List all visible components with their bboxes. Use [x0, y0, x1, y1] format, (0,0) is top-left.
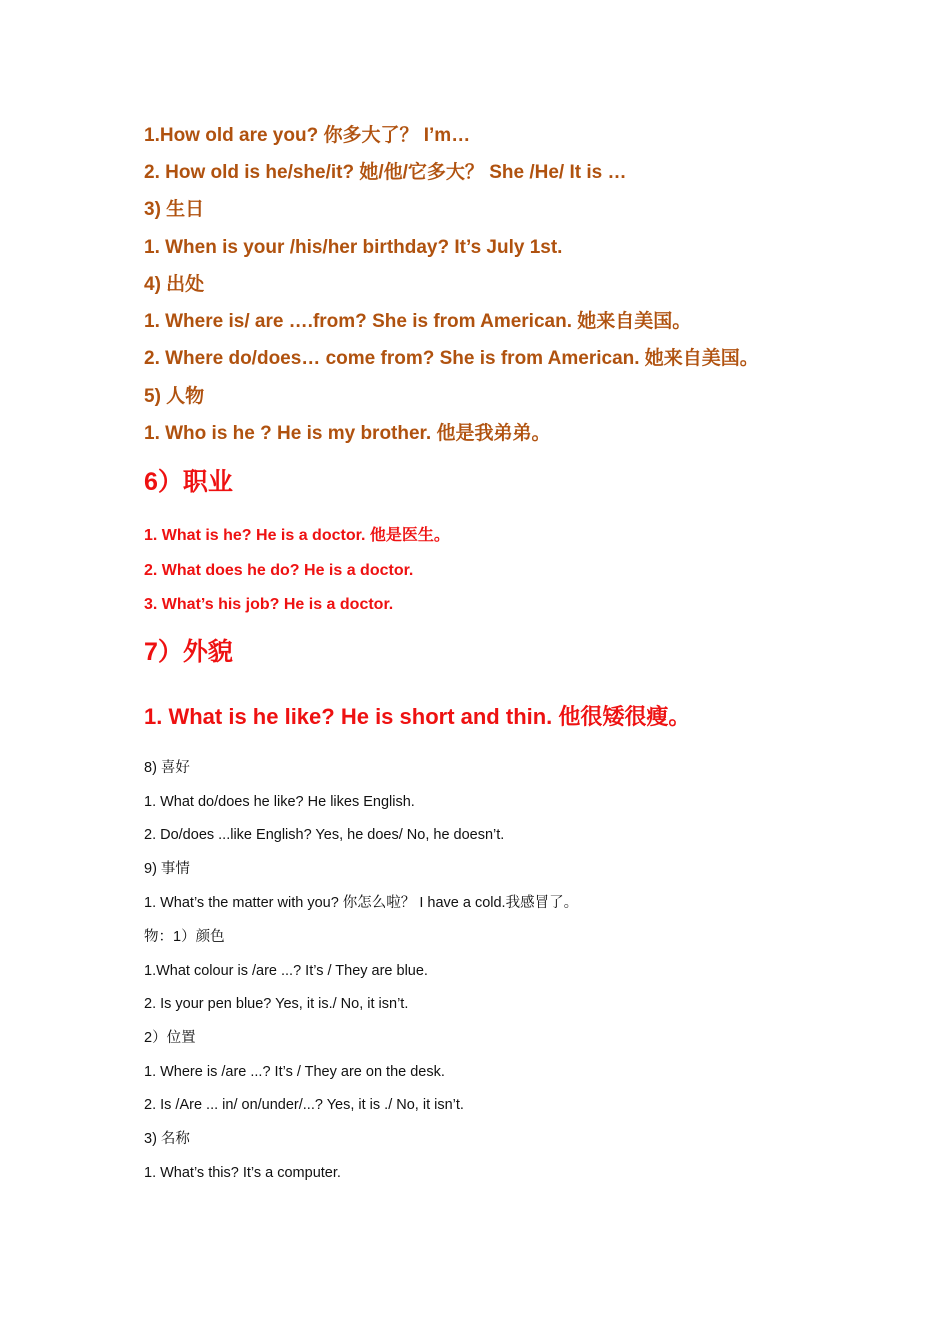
- heading-things-colour: 物：1）颜色: [144, 929, 225, 945]
- line-whats-this: 1. What’s this? It’s a computer.: [144, 1165, 341, 1181]
- line-is-are-in-on-under: 2. Is /Are ... in/ on/under/...? Yes, it is ./ No, it isn’t.: [144, 1097, 464, 1113]
- line-what-does-he-do: 2. What does he do? He is a doctor.: [144, 562, 414, 579]
- heading-hobbies: 8) 喜好: [144, 760, 190, 776]
- heading-birthday: 3) 生日: [144, 199, 205, 220]
- line-where-from: 1. Where is/ are ….from? She is from American. 她来自美国。: [144, 311, 692, 332]
- line-whats-the-matter: 1. What’s the matter with you? 你怎么啦？ I have a cold.我感冒了。: [144, 895, 579, 911]
- line-what-is-he: 1. What is he? He is a doctor. 他是医生。: [144, 527, 450, 544]
- line-where-is-are: 1. Where is /are ...? It’s / They are on the desk.: [144, 1064, 445, 1080]
- heading-name: 3) 名称: [144, 1131, 190, 1147]
- heading-origin: 4) 出处: [144, 274, 205, 295]
- line-who-is-he: 1. Who is he ? He is my brother. 他是我弟弟。: [144, 423, 551, 444]
- line-does-like-english: 2. Do/does ...like English? Yes, he does/ No, he doesn’t.: [144, 827, 505, 843]
- heading-matters: 9) 事情: [144, 861, 190, 877]
- heading-person: 5) 人物: [144, 386, 205, 407]
- heading-position: 2）位置: [144, 1030, 196, 1046]
- heading-appearance: 7）外貌: [144, 638, 233, 666]
- line-what-is-he-like: 1. What is he like? He is short and thin. 他很矮很瘦。: [144, 704, 691, 729]
- line-where-come-from: 2. Where do/does… come from? She is from American. 她来自美国。: [144, 348, 759, 369]
- line-is-your-pen-blue: 2. Is your pen blue? Yes, it is./ No, it isn’t.: [144, 996, 409, 1012]
- line-what-does-he-like: 1. What do/does he like? He likes English.: [144, 794, 415, 810]
- heading-occupation: 6）职业: [144, 468, 233, 496]
- line-how-old-is-he: 2. How old is he/she/it? 她/他/它多大？ She /He/ It is …: [144, 162, 627, 183]
- line-whats-his-job: 3. What’s his job? He is a doctor.: [144, 596, 394, 613]
- line-how-old-are-you: 1.How old are you? 你多大了？ I’m…: [144, 125, 471, 146]
- line-what-colour: 1.What colour is /are ...? It’s / They are blue.: [144, 963, 428, 979]
- line-when-birthday: 1. When is your /his/her birthday? It’s July 1st.: [144, 237, 563, 258]
